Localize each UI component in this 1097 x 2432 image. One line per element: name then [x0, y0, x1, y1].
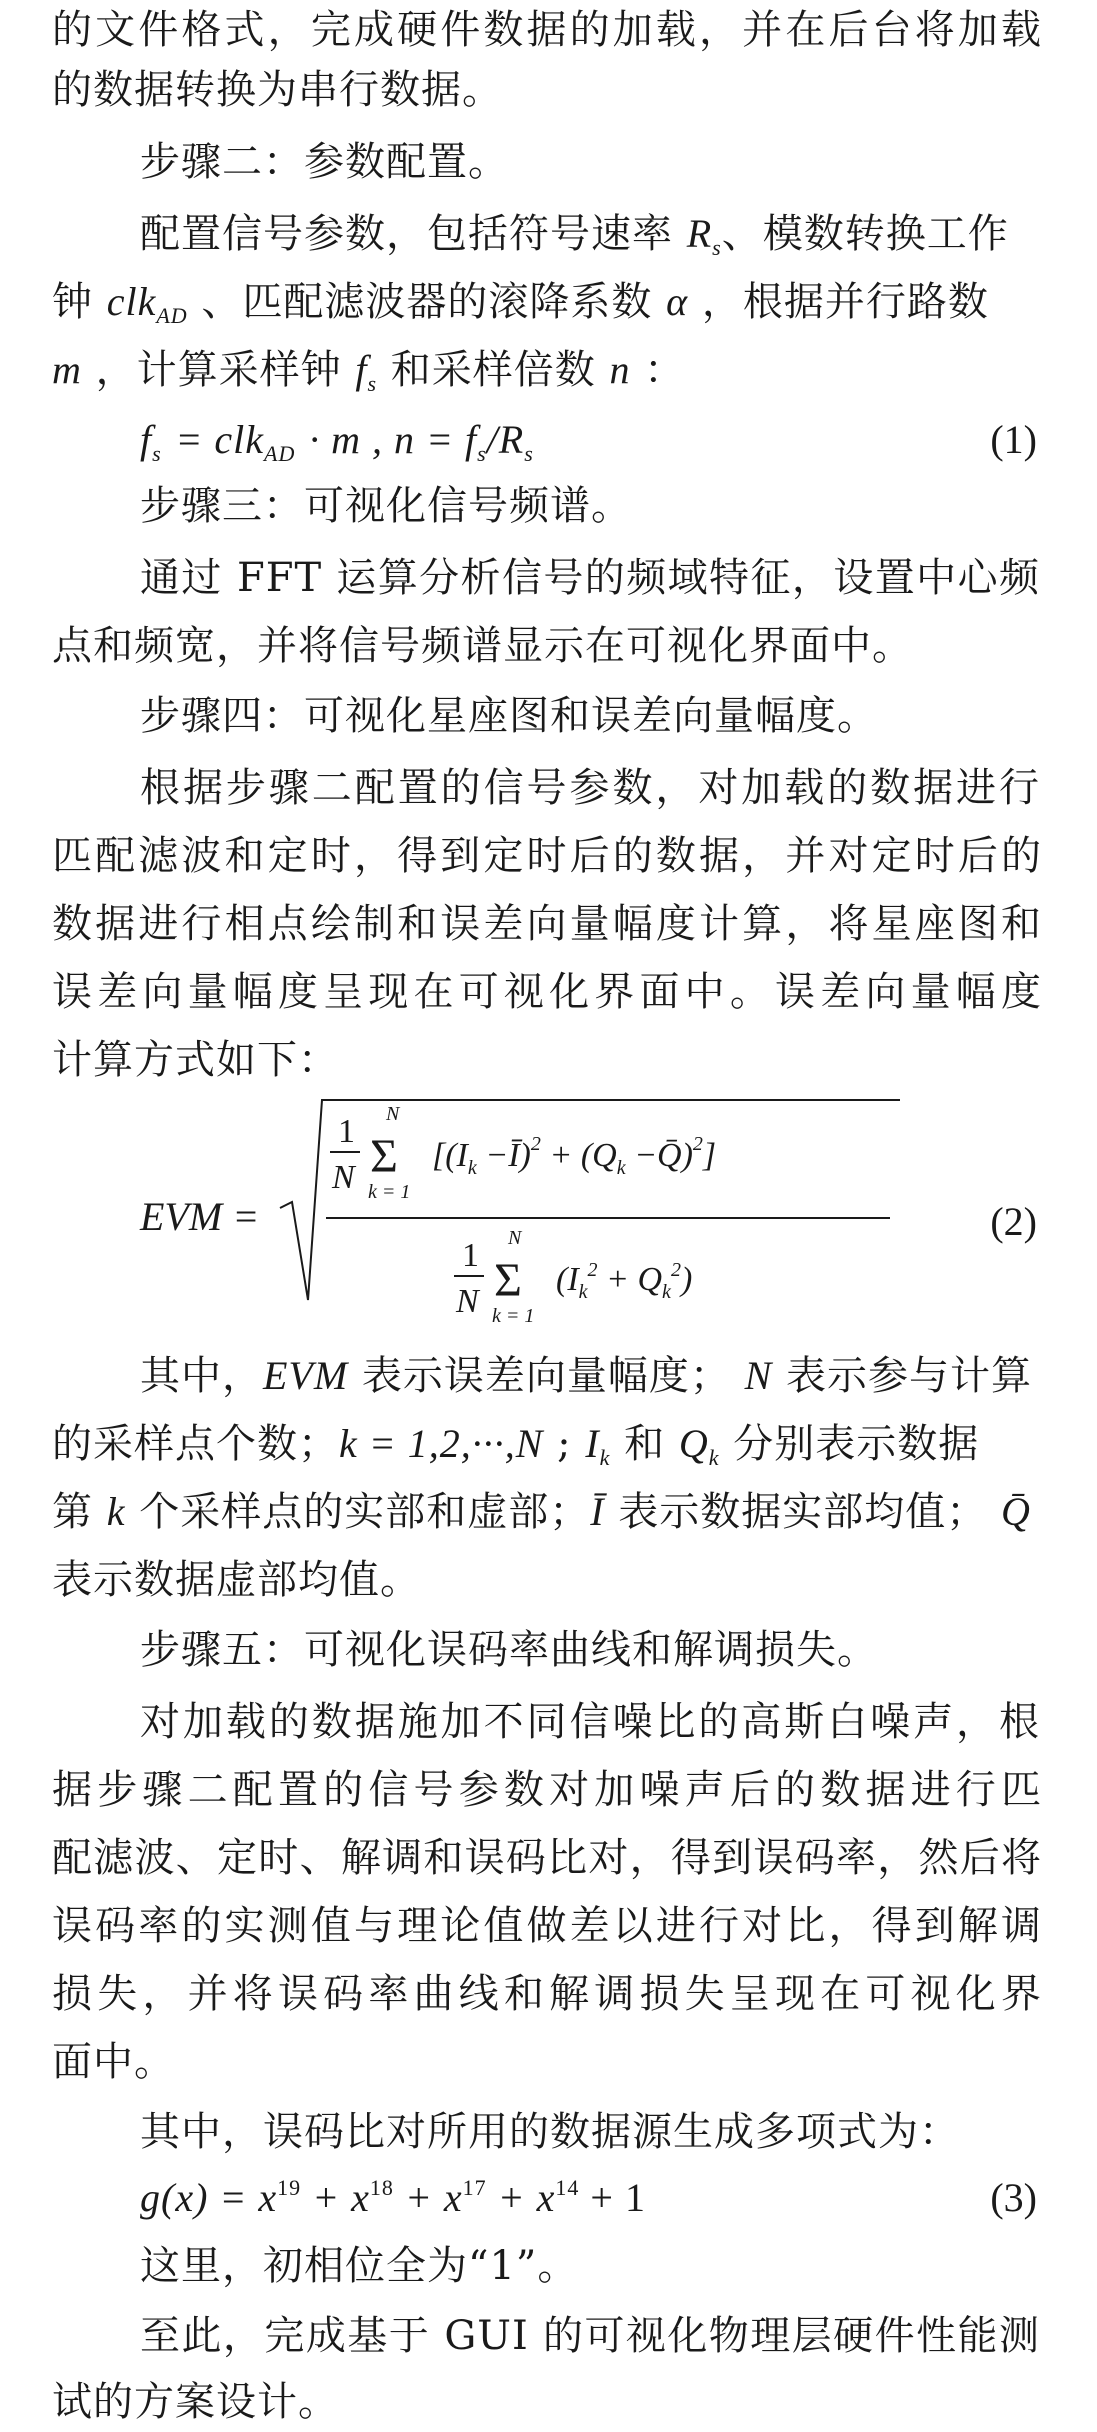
- step-heading: 步骤五：可视化误码率曲线和解调损失。: [140, 1627, 878, 1673]
- equation-number: (3): [990, 2175, 1037, 2220]
- equation-number: (2): [990, 1199, 1037, 1244]
- num-sum-sign: Σ: [370, 1130, 398, 1183]
- den-frac-one: 1: [462, 1237, 479, 1274]
- evm-formula: [0, 1090, 1097, 1330]
- paragraph-line: 损失，并将误码率曲线和解调损失呈现在可视化界: [52, 1971, 1042, 2017]
- paragraph-line: 对加载的数据施加不同信噪比的高斯白噪声，根: [140, 1699, 1040, 1745]
- equation-1: $f_s = clk_{AD} \cdot m$ , $n = f_s/R_s$: [140, 417, 534, 466]
- paragraph-line: 的数据转换为串行数据。: [52, 67, 503, 113]
- paragraph-line: 试的方案设计。: [52, 2379, 339, 2425]
- paragraph-line: 的文件格式，完成硬件数据的加载，并在后台将加载: [52, 7, 1042, 53]
- step-heading: 步骤四：可视化星座图和误差向量幅度。: [140, 693, 878, 739]
- num-sum-bottom: k = 1: [368, 1181, 411, 1203]
- paragraph-line: 其中，误码比对所用的数据源生成多项式为：: [140, 2109, 960, 2155]
- paragraph-line: 钟 clk$_{AD}$ 、匹配滤波器的滚降系数 α ，根据并行路数: [52, 279, 989, 328]
- paragraph-line: 点和频宽，并将信号频谱显示在可视化界面中。: [52, 623, 913, 669]
- paragraph-line: 配置信号参数，包括符号速率 $R_s$、模数转换工作: [140, 211, 1009, 260]
- paragraph-line: 匹配滤波和定时，得到定时后的数据，并对定时后的: [52, 833, 1042, 879]
- paragraph-line: 通过 FFT 运算分析信号的频域特征，设置中心频: [140, 555, 1040, 601]
- den-sum-sign: Σ: [494, 1254, 522, 1307]
- num-sum-top: N: [386, 1103, 400, 1125]
- paragraph-line: 表示数据虚部均值。: [52, 1557, 421, 1603]
- equation-number: (1): [990, 417, 1037, 462]
- paragraph-line: 的采样点个数；k = 1,2,···,N ; $I_k$ 和 $Q_k$ 分别表示数据: [52, 1421, 980, 1470]
- paragraph-line: m ，计算采样钟 $f_s$ 和采样倍数 n ：: [52, 347, 686, 396]
- den-frac-n: N: [456, 1283, 479, 1320]
- paragraph-line: 根据步骤二配置的信号参数，对加载的数据进行: [140, 765, 1040, 811]
- step-heading: 步骤三：可视化信号频谱。: [140, 483, 632, 529]
- den-sum-bottom: k = 1: [492, 1305, 535, 1327]
- den-sum-top: N: [508, 1227, 522, 1249]
- paragraph-line: 其中，EVM 表示误差向量幅度； N 表示参与计算: [140, 1353, 1033, 1399]
- evm-lhs: EVM =: [140, 1194, 260, 1239]
- paragraph-line: 这里，初相位全为“1”。: [140, 2243, 579, 2289]
- paragraph-line: 数据进行相点绘制和误差向量幅度计算，将星座图和: [52, 901, 1042, 947]
- paragraph-line: 计算方式如下：: [52, 1037, 339, 1083]
- equation-3: $g(x) = x^{19} + x^{18} + x^{17} + x^{14} + 1$: [140, 2175, 646, 2220]
- equation-2: [0, 1090, 1097, 1330]
- num-frac-one: 1: [338, 1113, 355, 1150]
- paragraph-line: 至此，完成基于 GUI 的可视化物理层硬件性能测: [140, 2313, 1040, 2359]
- paragraph-line: 误差向量幅度呈现在可视化界面中。误差向量幅度: [52, 969, 1042, 1015]
- num-body: [($I_k$ −Ī)$^2$ + ($Q_k$ −Q̄)$^2$]: [432, 1133, 717, 1179]
- paragraph-line: 据步骤二配置的信号参数对加噪声后的数据进行匹: [52, 1767, 1042, 1813]
- paragraph-line: 误码率的实测值与理论值做差以进行对比，得到解调: [52, 1903, 1042, 1949]
- step-heading: 步骤二：参数配置。: [140, 139, 509, 185]
- den-body: $(I_k^2 + Q_k^2)$: [556, 1259, 693, 1303]
- paragraph-line: 配滤波、定时、解调和误码比对，得到误码率，然后将: [52, 1835, 1042, 1881]
- paragraph-line: 面中。: [52, 2039, 175, 2085]
- num-frac-n: N: [332, 1159, 355, 1196]
- paragraph-line: 第 k 个采样点的实部和虚部；Ī 表示数据实部均值； Q̄: [52, 1489, 1031, 1535]
